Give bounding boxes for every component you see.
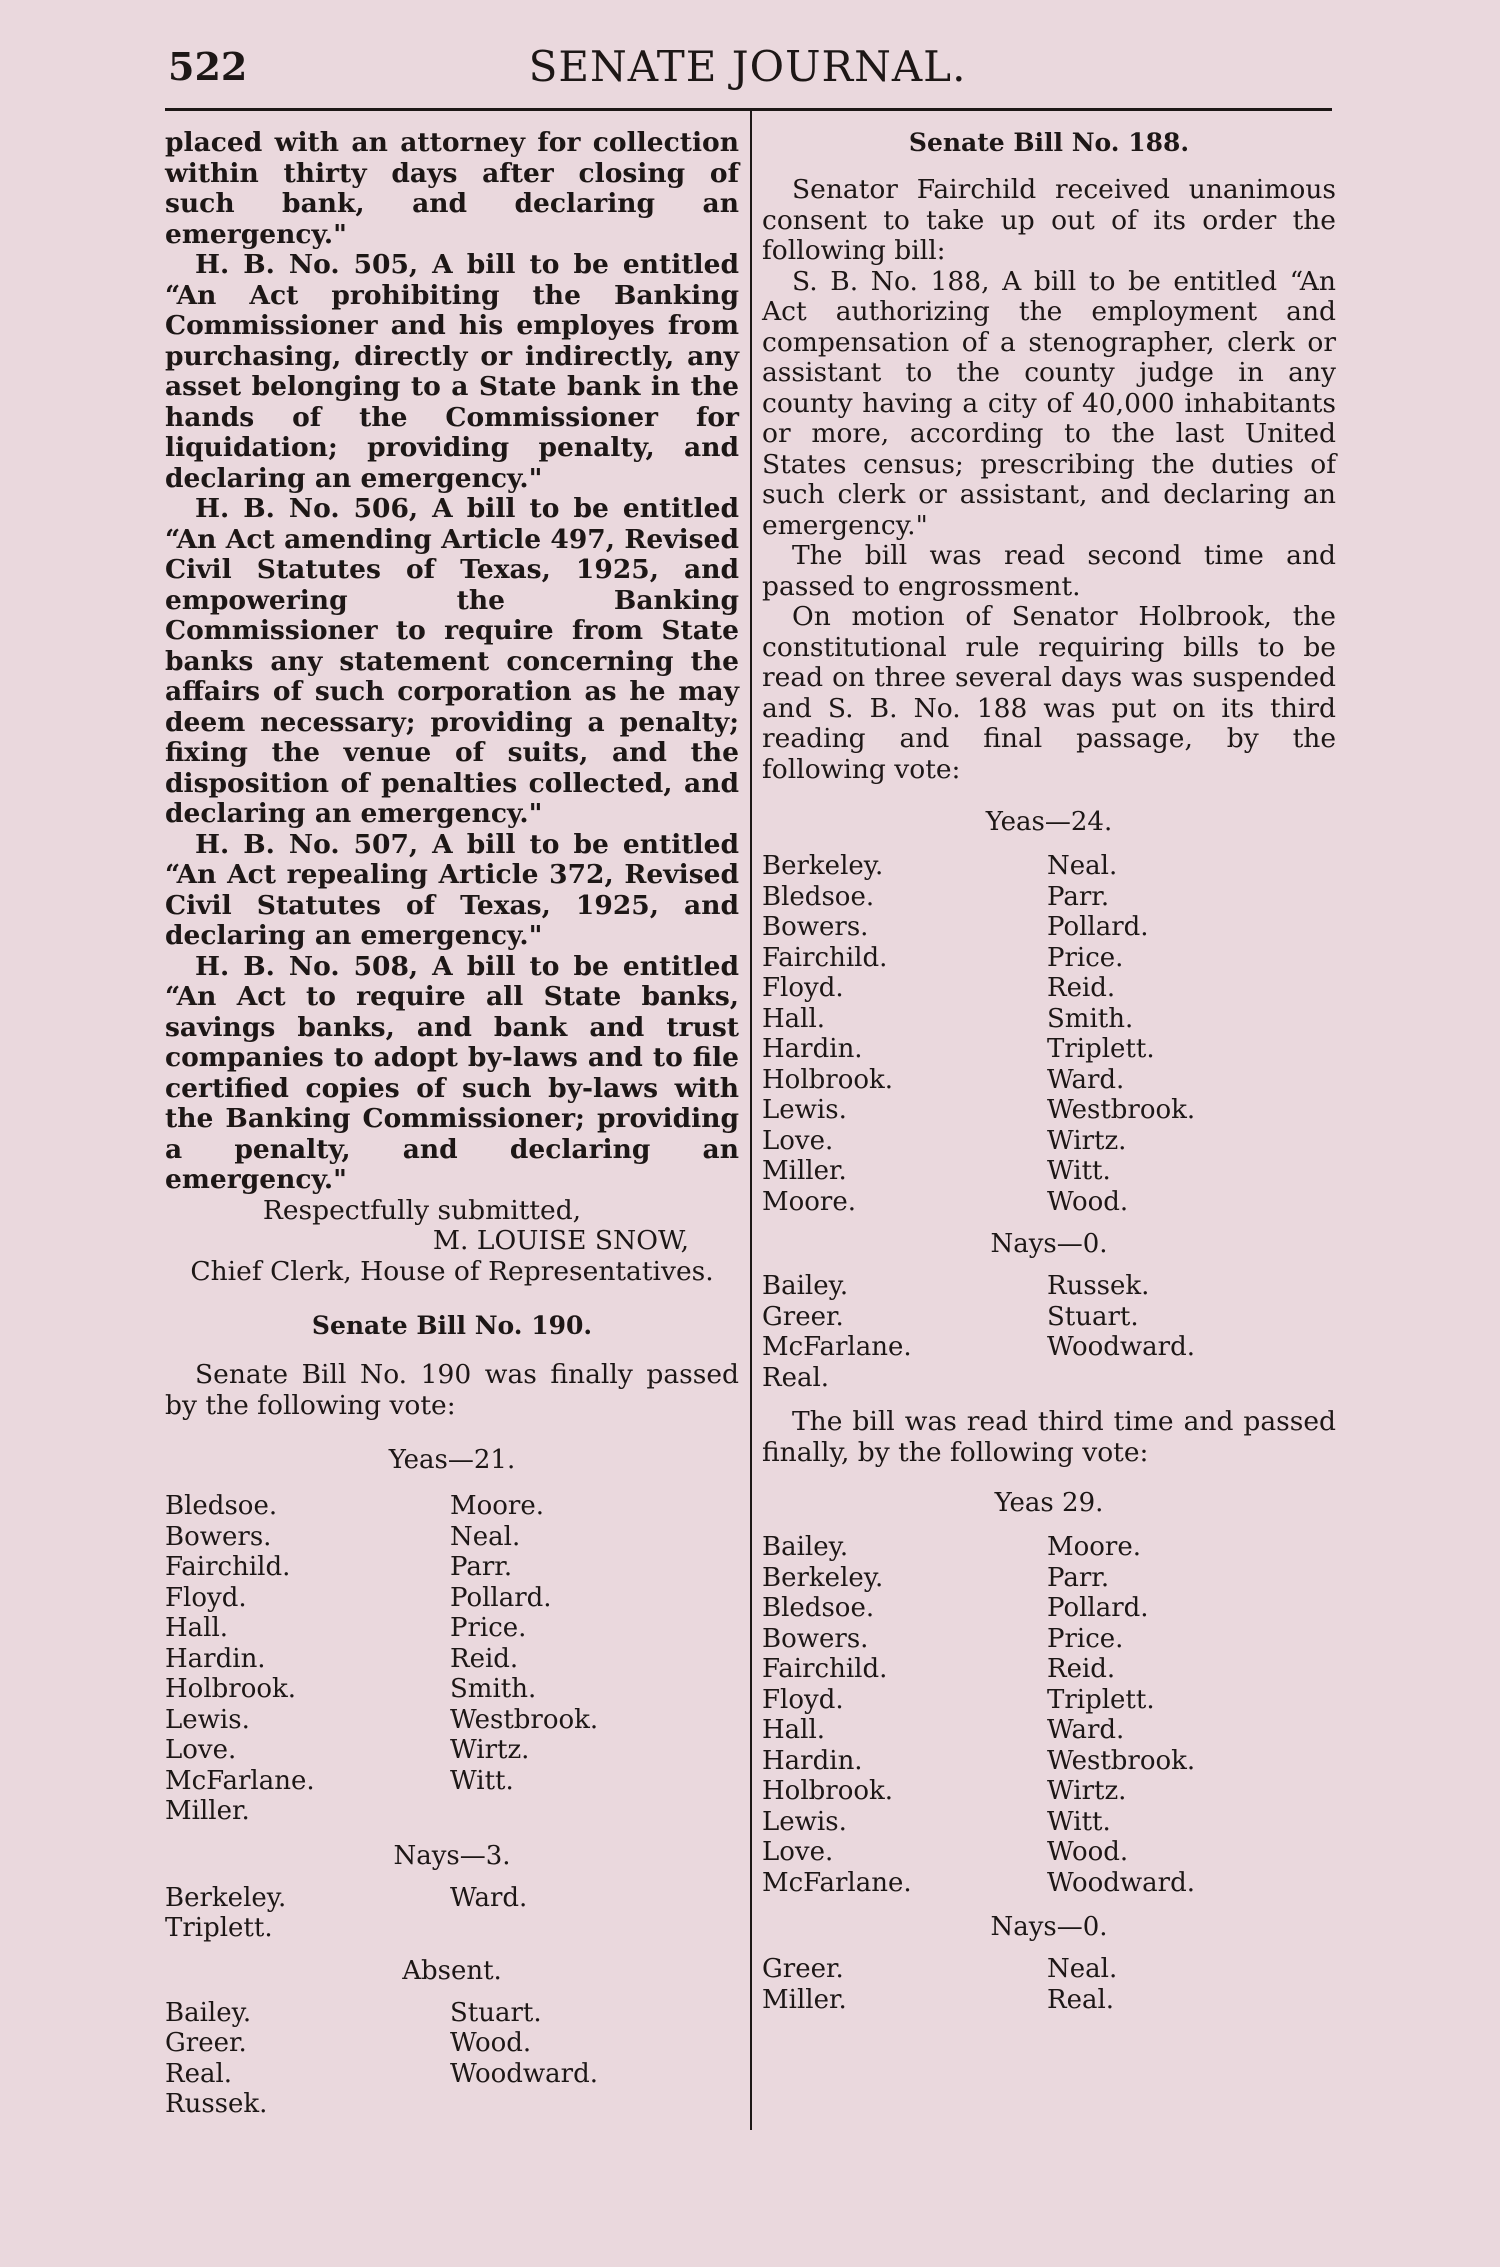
senator-name: Wirtz. xyxy=(1047,1776,1127,1806)
senator-name: Holbrook. xyxy=(165,1674,297,1704)
senator-name: Smith. xyxy=(450,1674,537,1704)
senator-name: Parr. xyxy=(450,1552,513,1582)
senator-name: McFarlane. xyxy=(762,1867,912,1898)
senator-name: Real. xyxy=(165,2058,233,2089)
senator-name: Triplett. xyxy=(165,1913,273,1943)
senator-name: Lewis. xyxy=(165,1704,250,1735)
senator-name: Bailey. xyxy=(762,1271,849,1301)
vote-heading-yeas: Yeas—24. xyxy=(985,807,1113,837)
vote-list-yeas xyxy=(762,1532,1336,1898)
page-header xyxy=(165,38,1330,98)
paragraph: The bill was read second time and passed to engrossment. xyxy=(762,540,1336,602)
senator-name: Smith. xyxy=(1047,1003,1134,1034)
senator-name: Neal. xyxy=(1047,851,1118,881)
vote-list-nays xyxy=(165,1883,739,1944)
senator-name: Real. xyxy=(1047,1984,1115,2015)
senator-name: Fairchild. xyxy=(165,1552,291,1582)
senator-name: Bailey. xyxy=(165,1997,252,2028)
senator-name: Bowers. xyxy=(165,1521,272,1552)
senator-name: Neal. xyxy=(450,1521,521,1552)
senator-name: Moore. xyxy=(450,1491,545,1521)
header-rule xyxy=(165,108,1332,111)
senator-name: Price. xyxy=(1047,942,1124,973)
name-column xyxy=(762,1532,1047,1898)
paragraph: Senator Fairchild received unanimous consent to take up out of its order the following bill: xyxy=(762,174,1336,266)
page-number: 522 xyxy=(168,44,248,89)
vote-list-yeas xyxy=(762,851,1336,1217)
senator-name: Stuart. xyxy=(450,1997,542,2028)
senator-name: Woodward. xyxy=(1047,1332,1196,1362)
section-heading: Senate Bill No. 190. xyxy=(311,1311,593,1340)
senator-name: Greer. xyxy=(165,2028,247,2058)
senator-name: Ward. xyxy=(1047,1064,1125,1095)
senator-name: Berkeley. xyxy=(165,1882,287,1913)
left-column xyxy=(165,128,739,2120)
vote-heading-yeas: Yeas 29. xyxy=(994,1488,1104,1518)
senator-name: Pollard. xyxy=(1047,912,1149,942)
senator-name: Love. xyxy=(762,1837,834,1867)
paragraph: H. B. No. 507, A bill to be entitled “An Act repealing Article 372, Revised Civil Statutes of Texas, 1925, and declaring an emergency." xyxy=(165,828,739,951)
senator-name: Ward. xyxy=(450,1882,528,1913)
senator-name: Holbrook. xyxy=(762,1064,894,1095)
vote-heading-nays: Nays—0. xyxy=(990,1229,1108,1259)
senator-name: Moore. xyxy=(1047,1532,1142,1562)
senator-name: Russek. xyxy=(1047,1271,1150,1301)
paragraph: On motion of Senator Holbrook, the constitutional rule requiring bills to be read on three several days was suspended and S. B. No. 188 was put on its third reading and final passage, by the following vote: xyxy=(762,601,1336,785)
senator-name: Westbrook. xyxy=(1047,1745,1196,1776)
senator-name: Triplett. xyxy=(1047,1684,1155,1715)
signer-name: M. LOUISE SNOW, xyxy=(432,1225,689,1256)
name-column xyxy=(1047,1271,1332,1393)
vote-list-nays xyxy=(762,1271,1336,1393)
vote-list-absent xyxy=(165,1998,739,2120)
senator-name: Reid. xyxy=(1047,973,1116,1003)
name-column xyxy=(450,1883,735,1944)
senator-name: Parr. xyxy=(1047,881,1110,912)
senator-name: Bledsoe. xyxy=(762,1593,875,1623)
paragraph: placed with an attorney for collection within thirty days after closing of such bank, and declaring an emergency." xyxy=(165,127,739,250)
senator-name: Bledsoe. xyxy=(762,881,875,912)
senator-name: Holbrook. xyxy=(762,1776,894,1806)
senator-name: Hall. xyxy=(762,1003,826,1034)
paragraph: Senate Bill No. 190 was finally passed by the following vote: xyxy=(165,1359,739,1421)
senator-name: Wood. xyxy=(450,2028,532,2058)
senator-name: Wirtz. xyxy=(450,1735,530,1765)
vote-heading-absent: Absent. xyxy=(402,1955,502,1986)
senator-name: Moore. xyxy=(762,1186,857,1217)
senator-name: Reid. xyxy=(1047,1654,1116,1684)
senator-name: Bailey. xyxy=(762,1532,849,1562)
senator-name: Berkeley. xyxy=(762,1562,884,1593)
column-rule xyxy=(750,110,752,2130)
senator-name: Russek. xyxy=(165,2089,268,2119)
closing: Respectfully submitted, xyxy=(262,1194,582,1226)
senator-name: McFarlane. xyxy=(165,1765,315,1796)
right-column xyxy=(762,128,1336,2015)
senator-name: Floyd. xyxy=(165,1582,247,1613)
senator-name: Bowers. xyxy=(762,1623,869,1654)
vote-heading-nays: Nays—0. xyxy=(990,1912,1108,1942)
senator-name: Love. xyxy=(165,1735,237,1765)
senator-name: Price. xyxy=(1047,1623,1124,1654)
name-column xyxy=(762,1271,1047,1393)
name-column xyxy=(1047,1954,1332,2015)
running-head: SENATE JOURNAL. xyxy=(528,42,967,91)
senator-name: Miller. xyxy=(762,1984,847,2015)
senator-name: Greer. xyxy=(762,1954,844,1984)
name-column xyxy=(165,1491,450,1827)
senator-name: Wood. xyxy=(1047,1186,1129,1217)
senator-name: Lewis. xyxy=(762,1806,847,1837)
senator-name: Greer. xyxy=(762,1301,844,1332)
senator-name: Berkeley. xyxy=(762,851,884,881)
section-heading: Senate Bill No. 188. xyxy=(908,128,1190,157)
paragraph: H. B. No. 505, A bill to be entitled “An Act prohibiting the Banking Commissioner and his employes from purchasing, directly or indirectly, any asset belonging to a State bank in the hands of the Commissioner for liquidation; providing penalty, and declaring an emergency." xyxy=(165,249,739,494)
senator-name: Witt. xyxy=(1047,1806,1111,1837)
senator-name: Floyd. xyxy=(762,1684,844,1715)
senator-name: Love. xyxy=(762,1125,834,1156)
name-column xyxy=(165,1998,450,2120)
signer-title: Chief Clerk, House of Representatives. xyxy=(190,1255,714,1287)
senator-name: Witt. xyxy=(450,1765,514,1796)
senator-name: Wood. xyxy=(1047,1837,1129,1867)
name-column xyxy=(762,1954,1047,2015)
senator-name: Witt. xyxy=(1047,1156,1111,1186)
senator-name: Westbrook. xyxy=(450,1704,599,1735)
senator-name: Real. xyxy=(762,1362,830,1393)
senator-name: Westbrook. xyxy=(1047,1095,1196,1125)
vote-heading-yeas: Yeas—21. xyxy=(388,1445,516,1475)
name-column xyxy=(1047,851,1332,1217)
vote-list-yeas xyxy=(165,1491,739,1827)
paragraph: The bill was read third time and passed finally, by the following vote: xyxy=(762,1406,1336,1468)
senator-name: Pollard. xyxy=(450,1582,552,1613)
senator-name: Hall. xyxy=(165,1613,229,1643)
senator-name: Neal. xyxy=(1047,1954,1118,1984)
senator-name: Pollard. xyxy=(1047,1593,1149,1623)
senator-name: Reid. xyxy=(450,1643,519,1674)
paragraph: H. B. No. 508, A bill to be entitled “An Act to require all State banks, savings banks, and bank and trust companies to adopt by-laws and to file certified copies of such by-laws with the Banking Commissioner; providing a penalty, and declaring an emergency." xyxy=(165,950,739,1195)
paragraph: S. B. No. 188, A bill to be entitled “An Act authorizing the employment and compensation of a stenographer, clerk or assistant to the county judge in any county having a city of 40,000 inhabitants or more, according to the last United States census; prescribing the duties of such clerk or assistant, and declaring an emergency." xyxy=(762,265,1336,541)
senator-name: Hall. xyxy=(762,1715,826,1745)
senator-name: Fairchild. xyxy=(762,942,888,973)
senator-name: Hardin. xyxy=(762,1745,863,1776)
name-column xyxy=(450,1491,735,1827)
senator-name: Hardin. xyxy=(165,1643,266,1674)
senator-name: Stuart. xyxy=(1047,1301,1139,1332)
senator-name: Triplett. xyxy=(1047,1034,1155,1064)
senator-name: Bowers. xyxy=(762,912,869,942)
vote-list-nays xyxy=(762,1954,1336,2015)
name-column xyxy=(165,1883,450,1944)
senator-name: Wirtz. xyxy=(1047,1125,1127,1156)
senator-name: Parr. xyxy=(1047,1562,1110,1593)
senator-name: Price. xyxy=(450,1613,527,1643)
name-column xyxy=(1047,1532,1332,1898)
paragraph: H. B. No. 506, A bill to be entitled “An Act amending Article 497, Revised Civil Statutes of Texas, 1925, and empowering the Banking Commissioner to require from State banks any statement concerning the affairs of such corporation as he may deem necessary; providing a penalty; fixing the venue of suits, and the disposition of penalties collected, and declaring an emergency." xyxy=(165,493,739,829)
vote-heading-nays: Nays—3. xyxy=(393,1840,511,1871)
senator-name: Floyd. xyxy=(762,973,844,1003)
senator-name: McFarlane. xyxy=(762,1332,912,1362)
senator-name: Bledsoe. xyxy=(165,1491,278,1521)
senator-name: Hardin. xyxy=(762,1034,863,1064)
senator-name: Woodward. xyxy=(1047,1867,1196,1898)
name-column xyxy=(450,1998,735,2120)
senator-name: Lewis. xyxy=(762,1095,847,1125)
senator-name: Ward. xyxy=(1047,1715,1125,1745)
name-column xyxy=(762,851,1047,1217)
senator-name: Fairchild. xyxy=(762,1654,888,1684)
senator-name: Miller. xyxy=(762,1156,847,1186)
senator-name: Woodward. xyxy=(450,2058,599,2089)
senator-name: Miller. xyxy=(165,1796,250,1826)
